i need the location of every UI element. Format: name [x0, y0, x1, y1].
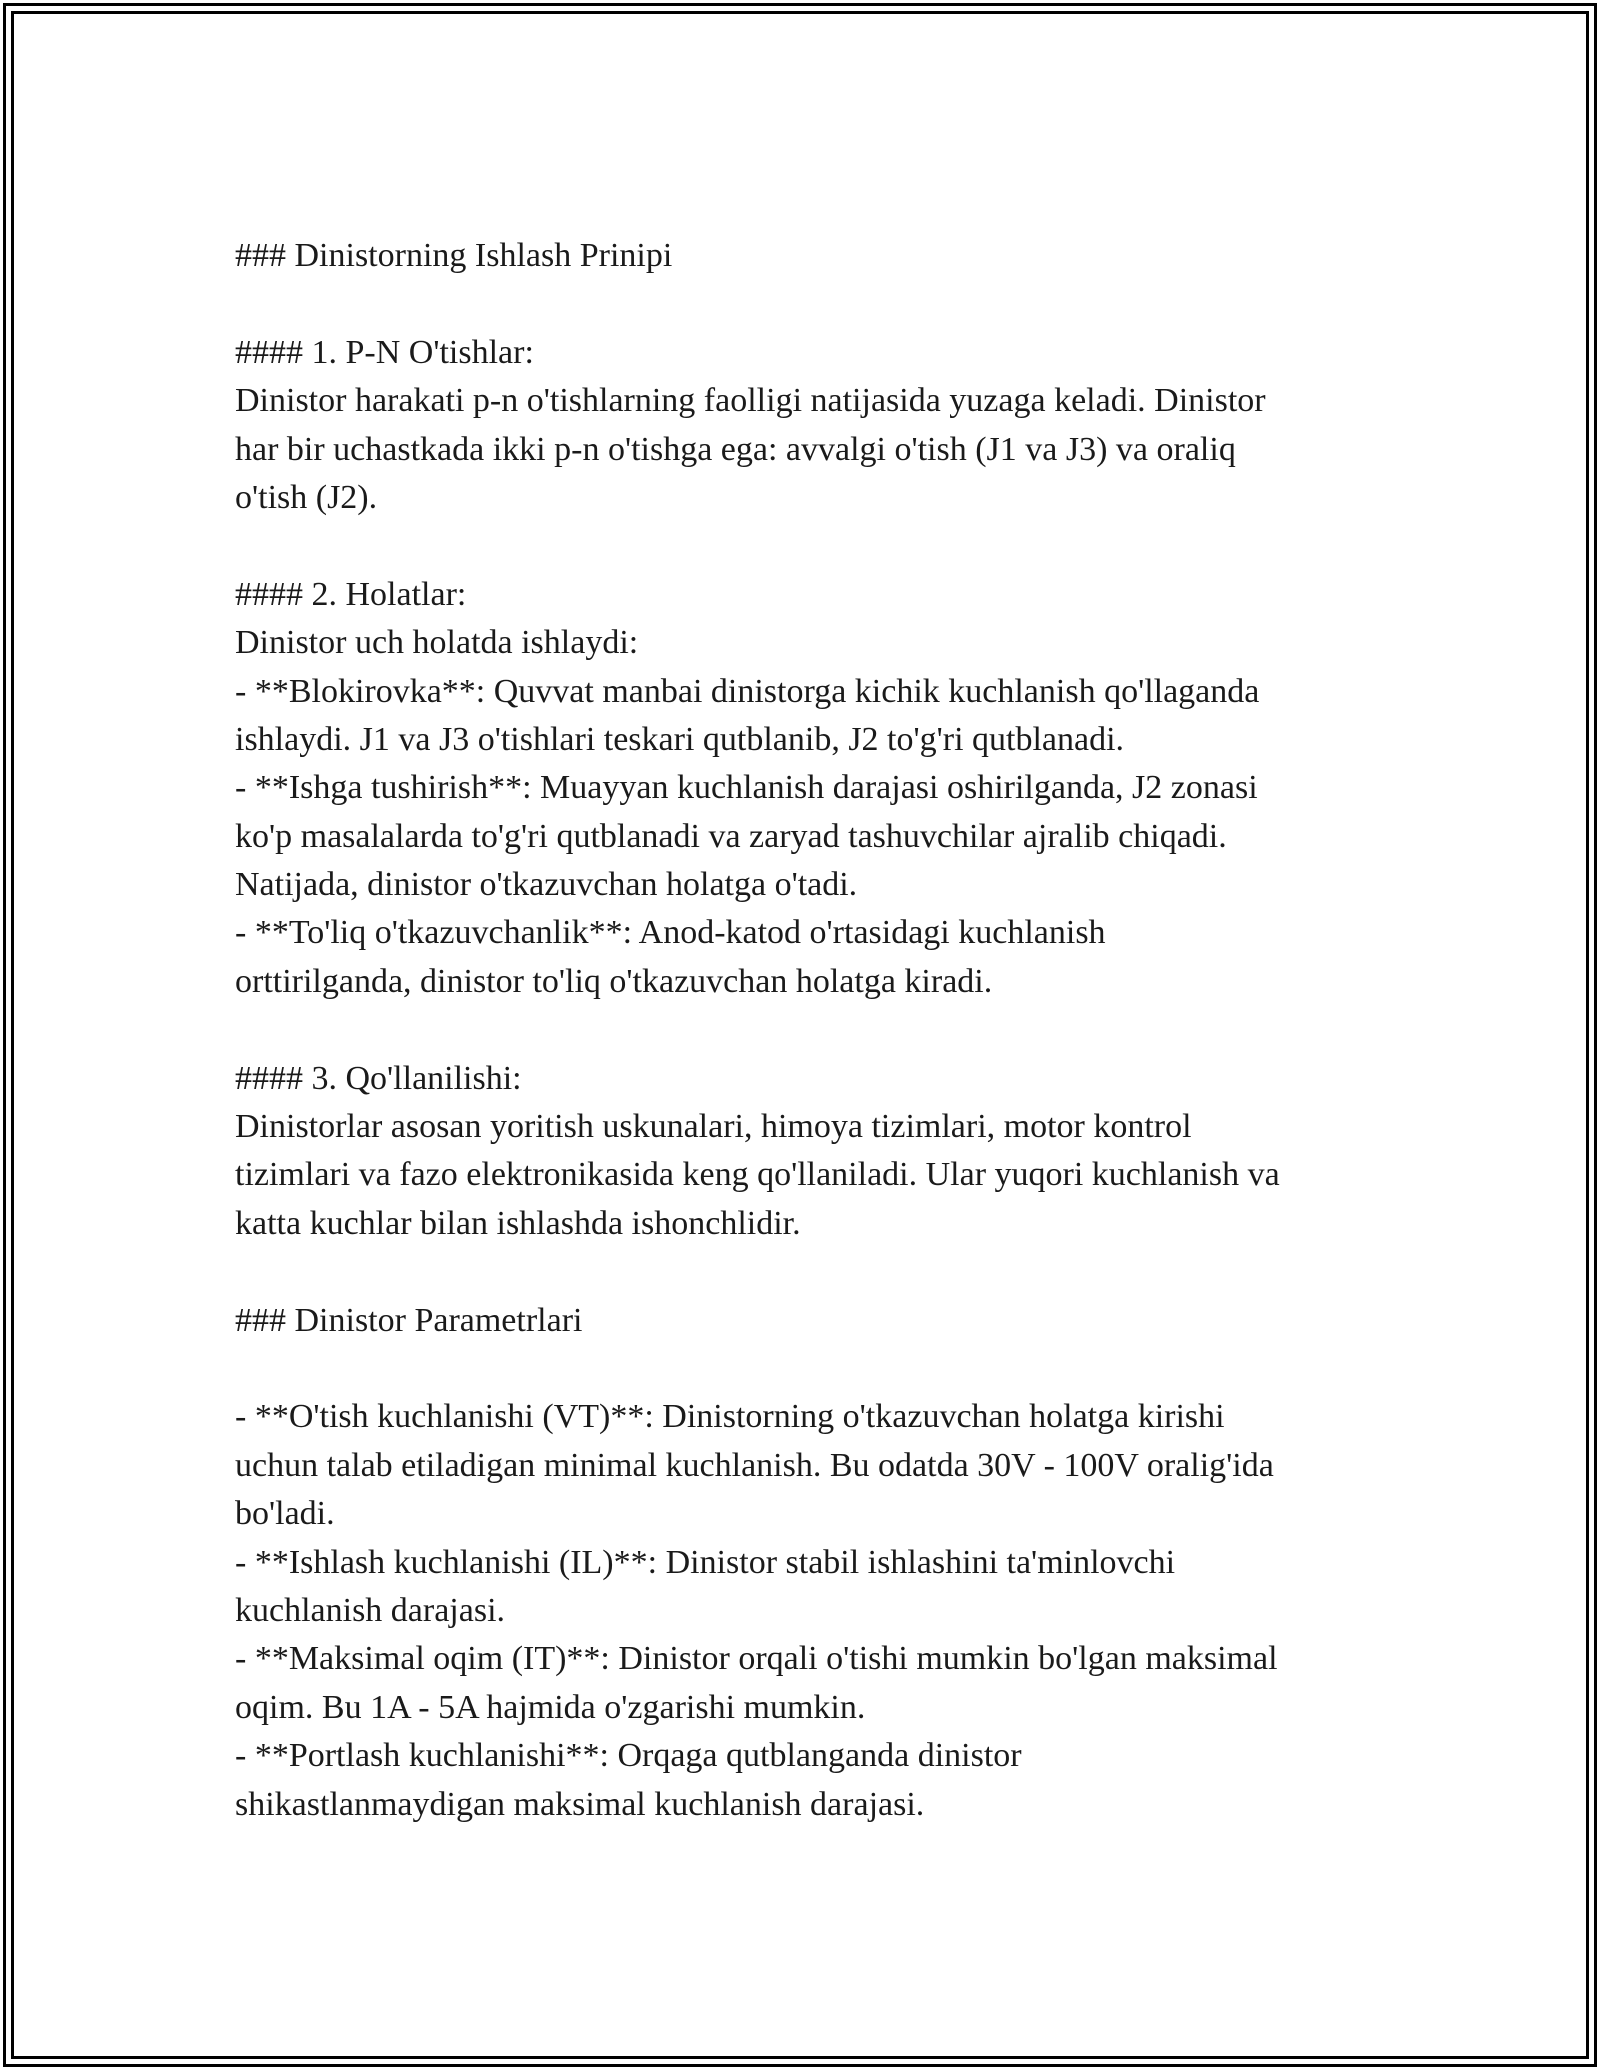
- blank-line: [235, 1345, 1375, 1393]
- subheading-states: #### 2. Holatlar:: [235, 575, 467, 613]
- list-item-line: - **Portlash kuchlanishi**: Orqaga qutblanganda dinistor: [235, 1737, 1022, 1775]
- list-item-line: - **Blokirovka**: Quvvat manbai dinistorga kichik kuchlanish qo'llaganda: [235, 672, 1260, 710]
- subheading-applications: #### 3. Qo'llanilishi:: [235, 1059, 522, 1097]
- heading-parameters: ### Dinistor Parametrlari: [235, 1301, 583, 1339]
- list-item-line: - **To'liq o'tkazuvchanlik**: Anod-katod o'rtasidagi kuchlanish: [235, 914, 1106, 952]
- list-item-line: - **O'tish kuchlanishi (VT)**: Dinistorning o'tkazuvchan holatga kirishi: [235, 1398, 1225, 1436]
- list-item-line: - **Maksimal oqim (IT)**: Dinistor orqali o'tishi mumkin bo'lgan maksimal: [235, 1640, 1278, 1678]
- heading-principle: ### Dinistorning Ishlash Prinipi: [235, 237, 673, 274]
- text-line: har bir uchastkada ikki p-n o'tishga ega: avvalgi o'tish (J1 va J3) va oraliq: [235, 430, 1236, 468]
- text-line: katta kuchlar bilan ishlashda ishonchlidir.: [235, 1204, 801, 1242]
- text-line: oqim. Bu 1A - 5A hajmida o'zgarishi mumkin.: [235, 1688, 866, 1726]
- text-line: Dinistorlar asosan yoritish uskunalari, himoya tizimlari, motor kontrol: [235, 1108, 1192, 1146]
- list-item-line: - **Ishga tushirish**: Muayyan kuchlanish darajasi oshirilganda, J2 zonasi: [235, 769, 1258, 807]
- text-line: orttirilganda, dinistor to'liq o'tkazuvchan holatga kiradi.: [235, 962, 993, 1000]
- text-line: bo'ladi.: [235, 1495, 335, 1533]
- text-line: Dinistor uch holatda ishlaydi:: [235, 624, 639, 662]
- subheading-pn-junctions: #### 1. P-N O'tishlar:: [235, 333, 534, 371]
- text-line: ishlaydi. J1 va J3 o'tishlari teskari qutblanib, J2 to'g'ri qutblanadi.: [235, 720, 1125, 758]
- blank-line: [235, 522, 1375, 570]
- blank-line: [235, 1248, 1375, 1296]
- text-line: uchun talab etiladigan minimal kuchlanish. Bu odatda 30V - 100V oralig'ida: [235, 1446, 1274, 1484]
- blank-line: [235, 280, 1375, 328]
- document-body: [235, 232, 1375, 1829]
- blank-line: [235, 1006, 1375, 1054]
- text-line: Dinistor harakati p-n o'tishlarning faolligi natijasida yuzaga keladi. Dinistor: [235, 382, 1266, 420]
- text-line: Natijada, dinistor o'tkazuvchan holatga o'tadi.: [235, 866, 858, 904]
- text-line: shikastlanmaydigan maksimal kuchlanish darajasi.: [235, 1785, 925, 1823]
- text-line: o'tish (J2).: [235, 478, 378, 516]
- text-line: kuchlanish darajasi.: [235, 1591, 506, 1629]
- text-line: ko'p masalalarda to'g'ri qutblanadi va zaryad tashuvchilar ajralib chiqadi.: [235, 817, 1227, 855]
- list-item-line: - **Ishlash kuchlanishi (IL)**: Dinistor stabil ishlashini ta'minlovchi: [235, 1543, 1176, 1581]
- text-line: tizimlari va fazo elektronikasida keng qo'llaniladi. Ular yuqori kuchlanish va: [235, 1156, 1280, 1194]
